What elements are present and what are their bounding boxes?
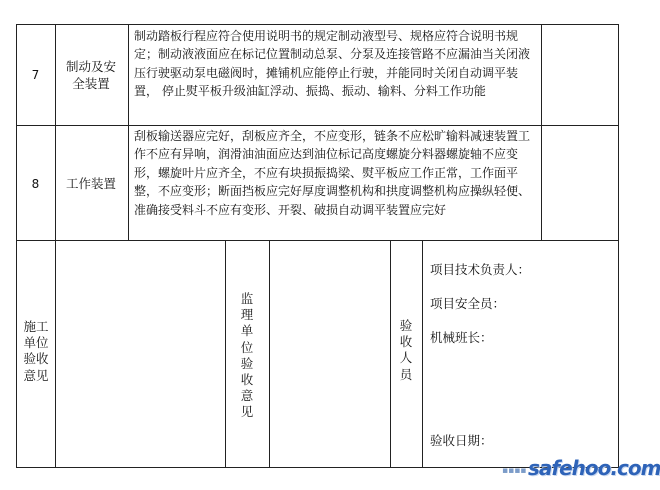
column-divider bbox=[422, 240, 423, 468]
row-number: 7 bbox=[31, 68, 40, 82]
column-divider bbox=[128, 24, 129, 241]
supervision-unit-opinion-label: 监理单位验收意见 bbox=[240, 291, 254, 420]
item-name: 制动及安全装置 bbox=[65, 59, 116, 91]
project-technical-lead-field: 项目技术负责人： bbox=[430, 262, 531, 277]
row-divider bbox=[16, 240, 619, 241]
column-divider bbox=[55, 24, 56, 468]
column-divider bbox=[269, 240, 270, 468]
table-border-top bbox=[16, 24, 619, 25]
item-name: 工作装置 bbox=[65, 176, 116, 191]
acceptance-personnel-label: 验收人员 bbox=[399, 318, 413, 382]
construction-unit-opinion-label: 施工单位验收意见 bbox=[23, 319, 49, 383]
acceptance-date-field: 验收日期： bbox=[430, 433, 493, 448]
watermark-text: safehoo.com bbox=[528, 456, 660, 480]
site-watermark-logo bbox=[502, 456, 660, 480]
table-border-left bbox=[16, 24, 17, 468]
project-safety-officer-field: 项目安全员： bbox=[430, 296, 506, 311]
column-divider bbox=[541, 24, 542, 241]
table-border-right bbox=[618, 24, 619, 468]
column-divider bbox=[390, 240, 391, 468]
column-divider bbox=[225, 240, 226, 468]
machinery-team-leader-field: 机械班长： bbox=[430, 330, 493, 345]
requirement-text: 制动踏板行程应符合使用说明书的规定制动液型号、规格应符合说明书规定；制动液液面应在标记位置制动总泵、分泵及连接管路不应漏油当关闭液压行驶驱动泵电磁阀时，摊铺机应能停止行驶，并能同时关闭自动调平装置， 停止熨平板升级油缸浮动、振捣、振动、输料、分料工作功能 bbox=[134, 29, 531, 99]
requirement-text: 刮板输送器应完好，刮板应齐全，不应变形，链条不应松旷输料减速装置工作不应有异响，润滑油油面应达到油位标记高度螺旋分料器螺旋轴不应变形，螺旋叶片应齐全，不应有块损振捣梁、熨平板应工作正常，工作面平整，不应变形；断面挡板应完好厚度调整机构和拱度调整机构应操纵轻便、准确接受料斗不应有变形、开裂、破损自动调平装置应完好 bbox=[134, 129, 531, 217]
row-divider bbox=[16, 125, 619, 126]
watermark-dots: ▪▪▪▪ bbox=[502, 466, 527, 476]
row-number: 8 bbox=[31, 177, 40, 191]
